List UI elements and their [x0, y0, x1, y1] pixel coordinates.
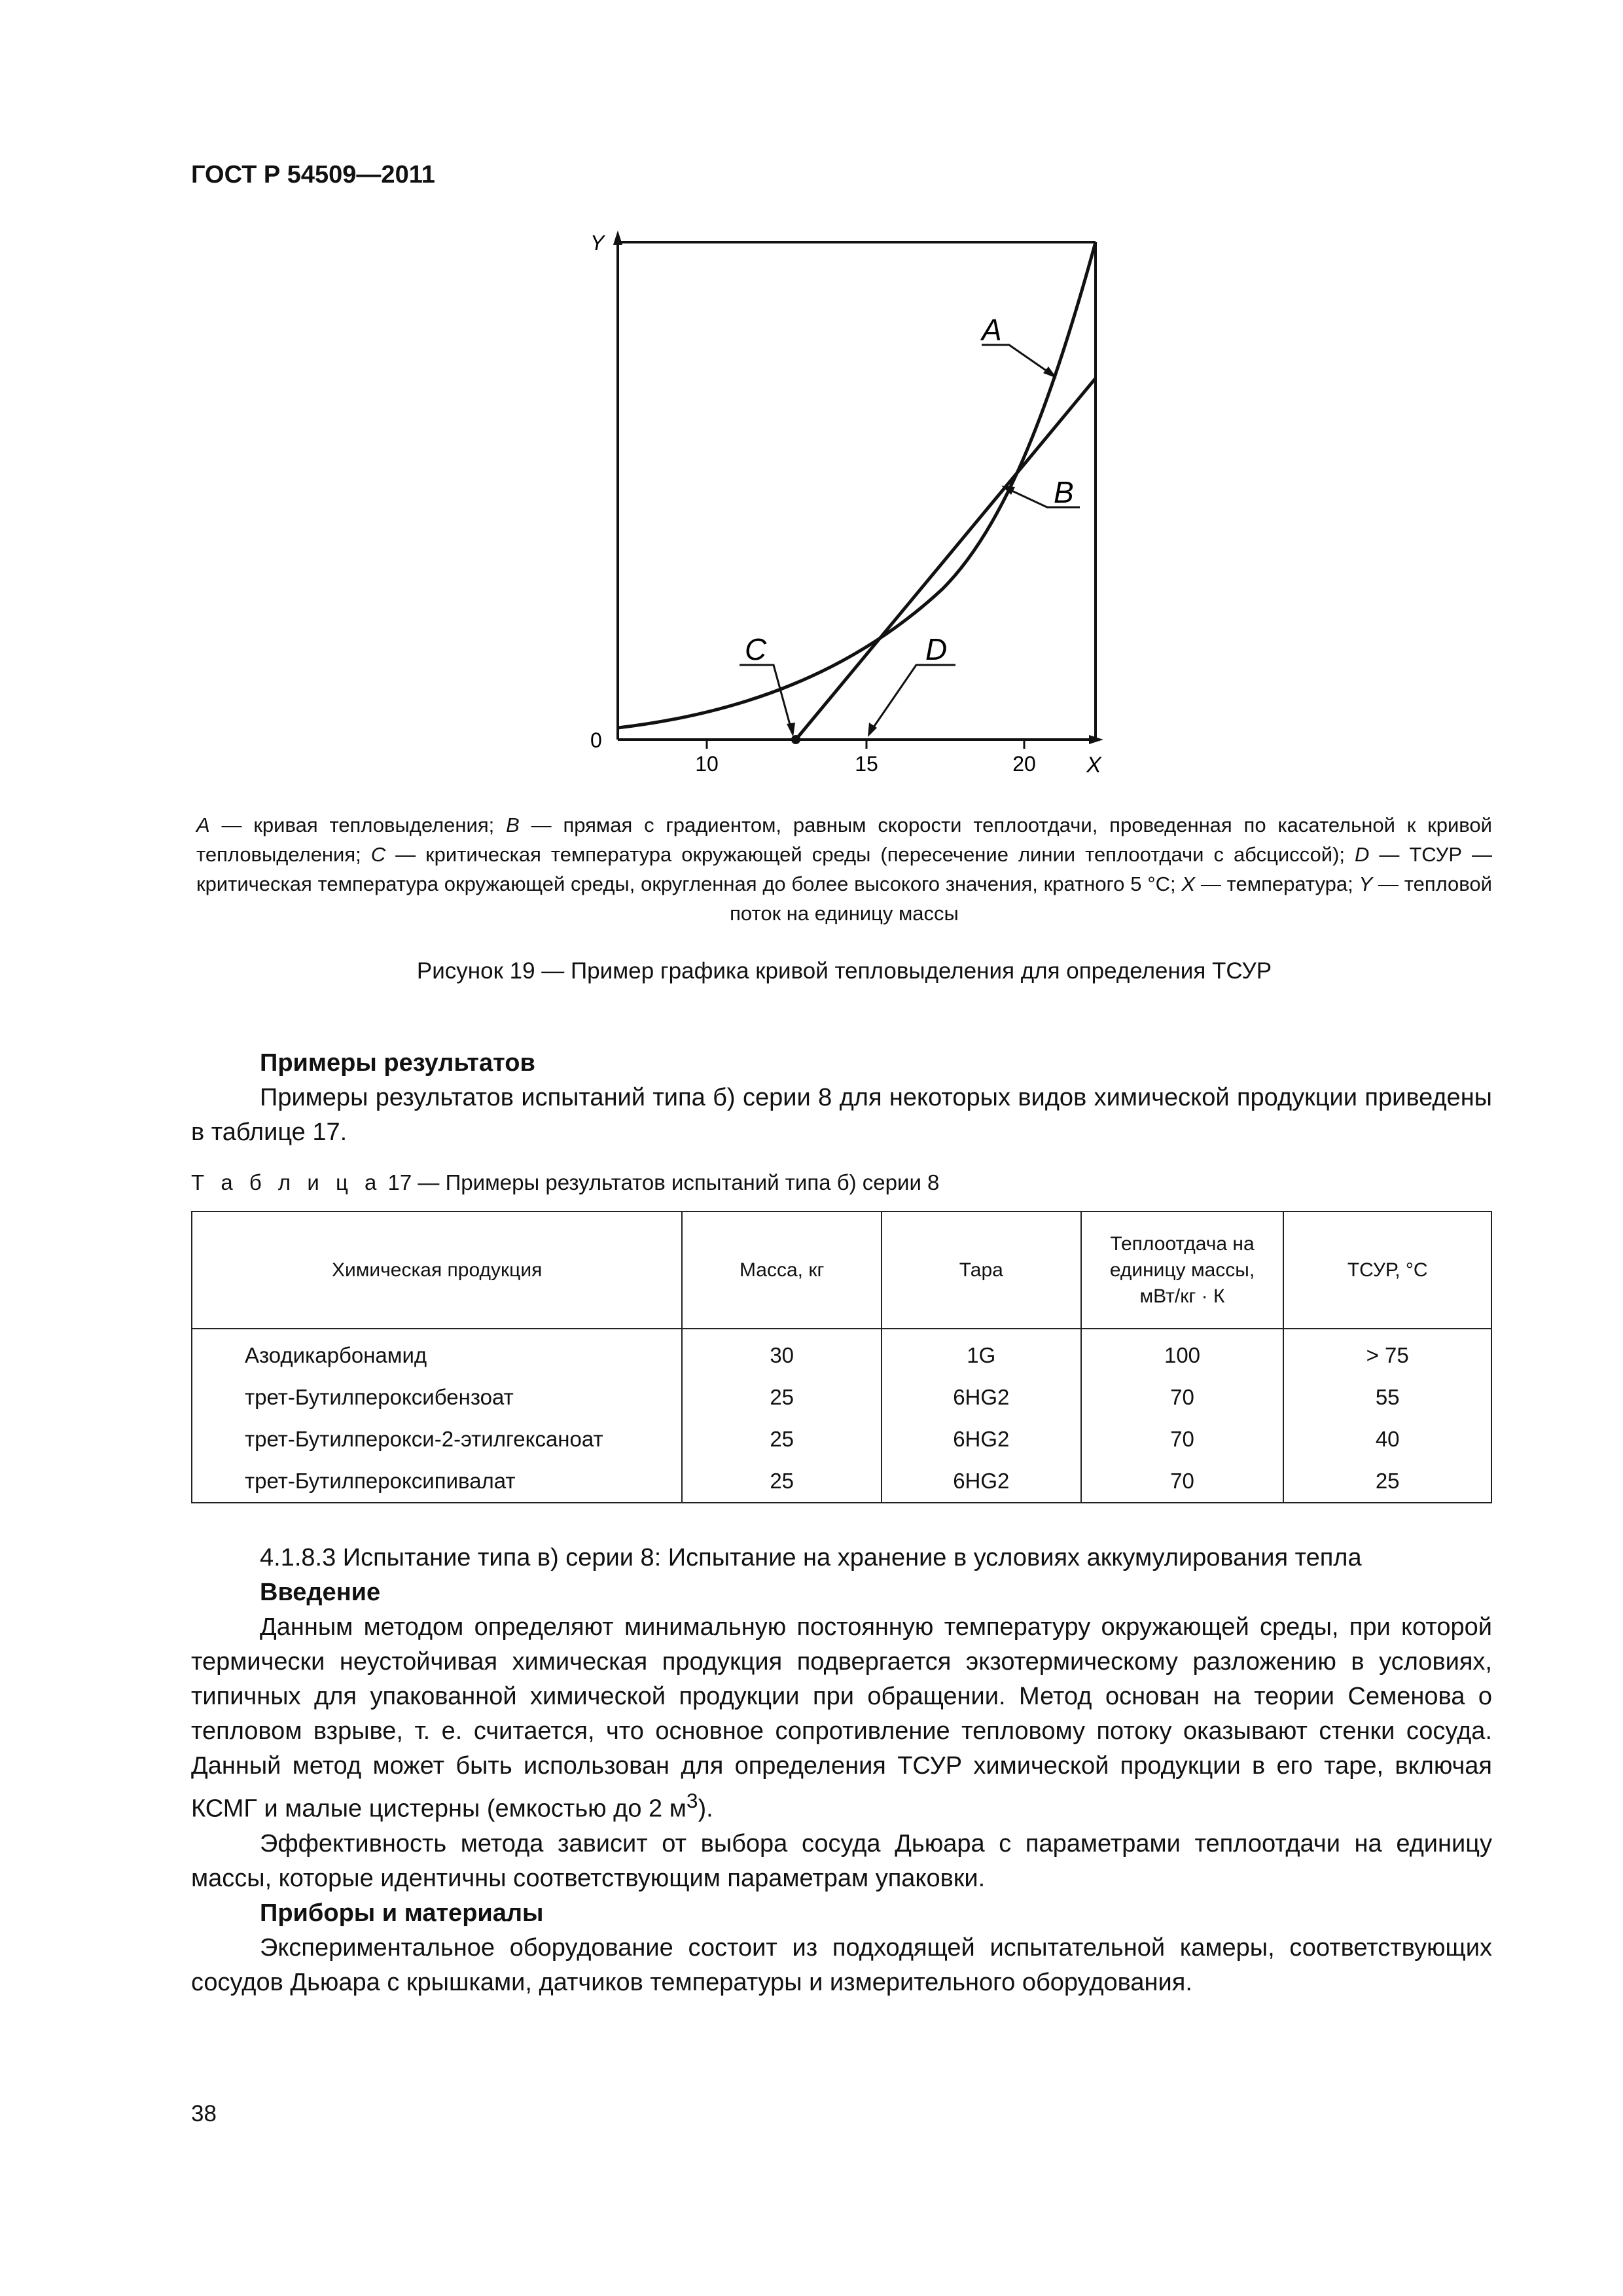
x-axis-label: X	[1086, 753, 1101, 778]
document-header: ГОСТ Р 54509—2011	[191, 161, 435, 188]
x-tick-label: 15	[855, 752, 878, 776]
cell-packaging: 6HG2	[882, 1460, 1081, 1503]
apparatus-heading: Приборы и материалы	[260, 1899, 544, 1927]
table-caption-text: 17 — Примеры результатов испытаний типа б) серии 8	[382, 1170, 940, 1194]
section-title: 4.1.8.3 Испытание типа в) серии 8: Испытание на хранение в условиях аккумулирования тепла	[260, 1544, 1362, 1571]
apparatus-paragraph: Экспериментальное оборудование состоит из подходящей испытательной камеры, соответствующих сосудов Дьюара с крышками, датчиков температуры и измерительного оборудования.	[191, 1933, 1492, 1996]
header-sadt: ТСУР, °С	[1283, 1211, 1491, 1329]
y-axis-arrow	[613, 230, 622, 245]
leader-C-arrow	[787, 723, 795, 737]
cell-product: трет-Бутилперокси-2-этилгексаноат	[192, 1418, 682, 1460]
cell-product: трет-Бутилпероксипивалат	[192, 1460, 682, 1503]
legend-key-X: X	[1181, 872, 1196, 895]
examples-text: Примеры результатов испытаний типа б) серии 8 для некоторых видов химической продукции приведены в таблице 17.	[191, 1084, 1492, 1146]
label-C: C	[745, 632, 767, 666]
cell-heat-loss: 70	[1081, 1418, 1284, 1460]
label-D: D	[925, 632, 948, 666]
cell-packaging: 6HG2	[882, 1376, 1081, 1418]
table-row	[192, 1418, 1491, 1460]
leader-A	[982, 345, 1052, 374]
legend-key-A: A	[196, 814, 210, 836]
leader-C	[740, 665, 792, 732]
cell-heat-loss: 70	[1081, 1376, 1284, 1418]
cell-sadt: > 75	[1283, 1329, 1491, 1376]
leader-D	[870, 665, 955, 732]
header-product: Химическая продукция	[192, 1211, 682, 1329]
line-B	[796, 378, 1096, 740]
examples-heading: Примеры результатов	[260, 1049, 535, 1077]
page-number: 38	[191, 2101, 217, 2126]
x-tick-label: 20	[1012, 752, 1036, 776]
cell-packaging: 1G	[882, 1329, 1081, 1376]
cell-mass: 25	[682, 1418, 882, 1460]
figure-legend: A — кривая тепловыделения; B — прямая с градиентом, равным скорости теплоотдачи, проведенная по касательной к кривой тепловыделения; C — критическая температура окружающей среды (пересечение линии теплоотдачи с абсциссой); D — ТСУР — критическая температура окружающей среды, округленная до более высокого значения, кратного 5 °С; X — температура; Y — тепловой поток на единицу массы	[196, 814, 1492, 925]
curve-A	[618, 242, 1096, 728]
figure-caption: Рисунок 19 — Пример графика кривой тепловыделения для определения ТСУР	[416, 958, 1272, 984]
legend-key-B: B	[506, 814, 520, 836]
origin-label: 0	[590, 728, 602, 752]
header-packaging: Тара	[882, 1211, 1081, 1329]
intro-heading: Введение	[260, 1579, 381, 1606]
legend-key-C: C	[370, 843, 386, 866]
cell-heat-loss: 100	[1081, 1329, 1284, 1376]
cell-product: трет-Бутилпероксибензоат	[192, 1376, 682, 1418]
cell-sadt: 40	[1283, 1418, 1491, 1460]
legend-key-Y: Y	[1359, 872, 1373, 895]
cell-sadt: 25	[1283, 1460, 1491, 1503]
point-C	[791, 735, 800, 744]
header-heat-loss: Теплоотдача на единицу массы, мВт/кг · К	[1081, 1211, 1284, 1329]
table-header-row	[192, 1211, 1491, 1329]
table-row	[192, 1460, 1491, 1503]
y-axis-label: Y	[590, 231, 605, 255]
cell-sadt: 55	[1283, 1376, 1491, 1418]
table-row	[192, 1329, 1491, 1376]
label-B: B	[1054, 475, 1074, 509]
method-efficiency-paragraph: Эффективность метода зависит от выбора сосуда Дьюара с параметрами теплоотдачи на единицу массы, которые идентичны соответствующим параметрам упаковки.	[191, 1829, 1492, 1892]
section-examples	[191, 1046, 1492, 1150]
cell-mass: 25	[682, 1460, 882, 1503]
table-row	[192, 1376, 1491, 1418]
cell-heat-loss: 70	[1081, 1460, 1284, 1503]
table-caption	[191, 1170, 939, 1195]
cell-packaging: 6HG2	[882, 1418, 1081, 1460]
legend-key-D: D	[1354, 843, 1370, 866]
table-caption-prefix: Т а б л и ц а	[191, 1170, 382, 1194]
results-table	[191, 1211, 1492, 1503]
cell-mass: 25	[682, 1376, 882, 1418]
section-4-1-8-3	[191, 1541, 1492, 2000]
intro-paragraph: Данным методом определяют минимальную постоянную температуру окружающей среды, при которой термически неустойчивая химическая продукция подвергается экзотермическому разложению в условиях, типичных для упакованной химической продукции при обращении. Метод основан на теории Семенова о тепловом взрыве, т. е. считается, что основное сопротивление тепловому потоку оказывают стенки сосуда. Данный метод может быть использован для определения ТСУР химической продукции в его таре, включая КСМГ и малые цистерны (емкостью до 2 $м^3$).	[191, 1613, 1492, 1823]
cell-product: Азодикарбонамид	[192, 1329, 682, 1376]
heat-generation-figure	[576, 223, 1113, 812]
label-A: A	[982, 313, 1002, 347]
header-mass: Масса, кг	[682, 1211, 882, 1329]
x-tick-label: 10	[695, 752, 719, 776]
cell-mass: 30	[682, 1329, 882, 1376]
